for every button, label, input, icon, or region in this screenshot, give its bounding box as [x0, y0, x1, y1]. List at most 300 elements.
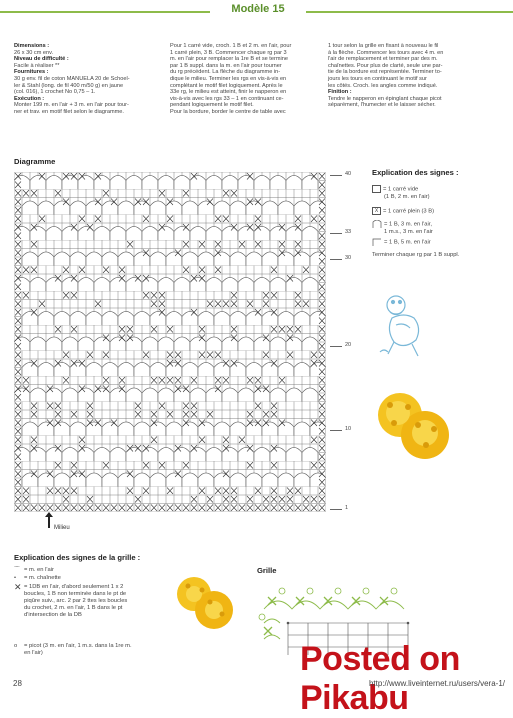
arch-stitch — [286, 337, 302, 351]
filled-square — [199, 352, 205, 359]
filled-square — [319, 496, 325, 503]
arch-stitch — [46, 175, 62, 189]
arch-stitch — [126, 447, 142, 461]
arch-stitch — [246, 201, 262, 215]
filled-square — [55, 488, 61, 495]
arch-stitch — [206, 277, 222, 291]
arch-stitch — [110, 337, 126, 351]
filled-square — [87, 411, 93, 418]
arch-stitch — [246, 473, 262, 487]
arch-stitch — [94, 337, 110, 351]
filled-square — [71, 505, 77, 512]
flower-illustration — [370, 385, 462, 467]
execution-line: Monter 199 m. en l'air + 3 m. en l'air pour tour- — [14, 102, 129, 109]
filled-square — [279, 505, 285, 512]
grid-sign-db: ✕ = 1DB en l'air, d'abord seulement 1 x 2 boucles, 1 B non terminée dans le pt de piqûre suiv., arc. 2 par 2 ttes les boucles du crochet, 2 m. en l'air, 1 B dans le pt d'intersection de la DB — [14, 582, 128, 618]
filled-square — [319, 182, 325, 189]
page-number: 28 — [13, 679, 22, 688]
arch-stitch — [14, 175, 30, 189]
text-line: 1 tour selon la grille en fixant à nouveau le fil — [328, 43, 439, 49]
filled-square — [231, 326, 237, 333]
arch-stitch — [166, 473, 182, 487]
arch-stitch — [286, 175, 302, 189]
filled-square — [127, 488, 133, 495]
arch-stitch — [214, 252, 230, 266]
arch-stitch — [126, 388, 142, 402]
arch-stitch — [86, 201, 102, 215]
filled-square — [231, 496, 237, 503]
filled-square — [223, 505, 229, 512]
filled-square — [271, 326, 277, 333]
filled-square — [247, 411, 253, 418]
filled-square — [39, 216, 45, 223]
filled-square — [207, 505, 213, 512]
arch-stitch — [174, 175, 190, 189]
filled-square — [95, 505, 101, 512]
filled-square — [319, 326, 325, 333]
filled-square — [319, 377, 325, 384]
arch-stitch — [214, 473, 230, 487]
arch-stitch — [278, 422, 294, 436]
filled-square — [23, 190, 29, 197]
filled-square — [79, 505, 85, 512]
filled-square — [287, 326, 293, 333]
arch-stitch — [158, 175, 174, 189]
filled-square — [167, 505, 173, 512]
filled-square — [167, 326, 173, 333]
filled-square — [151, 301, 157, 308]
filled-square — [119, 326, 125, 333]
arch-stitch — [166, 422, 182, 436]
filled-square — [15, 326, 21, 333]
filled-square — [103, 377, 109, 384]
filled-square — [15, 479, 21, 486]
filled-square — [199, 437, 205, 444]
arch-stitch — [22, 362, 38, 376]
arch-stitch — [150, 473, 166, 487]
filled-square — [199, 488, 205, 495]
arch-stitch — [190, 337, 206, 351]
filled-square — [279, 326, 285, 333]
source-url[interactable]: http://www.liveinternet.ru/users/vera-1/ — [368, 679, 505, 688]
arch-stitch — [54, 311, 70, 325]
arch-stitch — [190, 447, 206, 461]
filled-square — [143, 352, 149, 359]
filled-square — [127, 505, 133, 512]
arch-stitch — [142, 277, 158, 291]
arch-stitch — [30, 337, 46, 351]
filled-square — [87, 403, 93, 410]
arch-stitch — [54, 473, 70, 487]
filled-square — [239, 505, 245, 512]
filled-square — [287, 352, 293, 359]
arch-stitch — [270, 226, 286, 240]
arch-stitch — [270, 175, 286, 189]
cross-stitch-icon: ✕ — [14, 582, 22, 592]
filled-square — [271, 488, 277, 495]
filled-square — [15, 377, 21, 384]
arch-stitch — [14, 388, 30, 402]
filled-square — [183, 241, 189, 248]
row-label-20: 20 — [345, 342, 352, 348]
filled-square — [223, 496, 229, 503]
filled-square — [143, 292, 149, 299]
arch-stitch — [102, 252, 118, 266]
arch-stitch — [278, 362, 294, 376]
filled-square — [311, 496, 317, 503]
arch-stitch — [166, 201, 182, 215]
arch-stitch — [118, 422, 134, 436]
arch-stitch — [62, 388, 78, 402]
filled-square — [31, 411, 37, 418]
filled-square — [191, 505, 197, 512]
arch-stitch — [246, 362, 262, 376]
filled-square — [255, 216, 261, 223]
arch-stitch — [110, 277, 126, 291]
filled-square — [159, 403, 165, 410]
filled-square — [31, 267, 37, 274]
arch-stitch — [150, 362, 166, 376]
filled-square — [255, 403, 261, 410]
filled-square — [15, 301, 21, 308]
filled-square — [247, 377, 253, 384]
milieu-arrow-icon — [45, 512, 53, 528]
arch-stitch — [182, 252, 198, 266]
arch-stitch — [110, 447, 126, 461]
filled-square — [263, 292, 269, 299]
filled-square — [319, 437, 325, 444]
arch-stitch — [310, 252, 326, 266]
arch-stitch — [246, 252, 262, 266]
filled-square — [175, 377, 181, 384]
sign-empty-square: = 1 carré vide (1 B, 2 m. en l'air) — [372, 185, 430, 201]
arch-stitch — [214, 362, 230, 376]
filled-square — [23, 505, 29, 512]
arch-stitch — [78, 447, 94, 461]
arch-stitch — [246, 311, 262, 325]
filled-square — [311, 352, 317, 359]
filled-square — [183, 462, 189, 469]
filled-square — [319, 275, 325, 282]
filled-square — [63, 488, 69, 495]
row-label-1: 1 — [345, 505, 349, 511]
arch-stitch — [126, 277, 142, 291]
row-label-10: 10 — [345, 426, 352, 432]
filled-square — [159, 292, 165, 299]
arch-stitch — [54, 201, 70, 215]
filled-square — [87, 505, 93, 512]
arch-stitch — [70, 311, 86, 325]
filled-square — [255, 241, 261, 248]
arch-stitch — [158, 447, 174, 461]
filled-square — [151, 505, 157, 512]
arch-stitch — [102, 473, 118, 487]
text-line: par 1 B suppl. dans la m. en l'air pour tourner — [170, 62, 282, 69]
arch-stitch — [30, 277, 46, 291]
filet-diagram — [14, 172, 326, 512]
filled-square — [207, 301, 213, 308]
filled-square — [15, 488, 21, 495]
arch-stitch — [262, 422, 278, 436]
arch-stitch — [78, 175, 94, 189]
arch-stitch — [134, 252, 150, 266]
arch-stitch — [222, 277, 238, 291]
filled-square — [247, 496, 253, 503]
filled-square — [55, 505, 61, 512]
filled-square — [223, 437, 229, 444]
row-tick — [330, 259, 342, 260]
filled-square — [231, 190, 237, 197]
instructions-column — [170, 43, 330, 116]
filled-square — [103, 352, 109, 359]
filled-square — [15, 505, 21, 512]
filled-square — [119, 505, 125, 512]
arch-stitch — [62, 447, 78, 461]
filled-square — [95, 301, 101, 308]
dimensions-title: Dimensions : — [14, 43, 50, 49]
filled-square — [263, 411, 269, 418]
arch-stitch — [262, 362, 278, 376]
arch-stitch — [230, 201, 246, 215]
finition-title: Finition : — [328, 89, 352, 96]
arch-stitch — [118, 311, 134, 325]
filled-square — [31, 505, 37, 512]
arch-stitch — [302, 388, 318, 402]
filled-square — [15, 250, 21, 257]
filled-square — [63, 496, 69, 503]
arch-stitch — [174, 337, 190, 351]
filled-square — [247, 505, 253, 512]
filled-square — [55, 326, 61, 333]
filled-square — [303, 301, 309, 308]
filled-square — [151, 377, 157, 384]
filled-square — [319, 173, 325, 180]
arch-stitch — [118, 473, 134, 487]
arch-stitch — [46, 277, 62, 291]
arch-stitch — [270, 277, 286, 291]
page-title: Modèle 15 — [231, 3, 285, 15]
arch-stitch — [22, 422, 38, 436]
arch-stitch — [230, 311, 246, 325]
picot-icon: ο — [14, 643, 18, 649]
arch-stitch — [110, 226, 126, 240]
signs-title: Explication des signes : — [372, 168, 459, 177]
filled-square — [15, 199, 21, 206]
arch-stitch — [118, 201, 134, 215]
filled-square — [159, 505, 165, 512]
row-tick — [330, 346, 342, 347]
arch-stitch — [118, 362, 134, 376]
filled-square — [31, 241, 37, 248]
filled-square — [167, 488, 173, 495]
text-line: l'air de remplacement et terminer par des m. — [328, 56, 438, 63]
filled-square — [215, 301, 221, 308]
arch-stitch — [46, 447, 62, 461]
milieu-label: Milieu — [54, 525, 70, 531]
arch-stitch — [54, 362, 70, 376]
text-line: 33e rg, le milieu est atteint, finir le napperon en — [170, 89, 287, 96]
filled-square — [271, 292, 277, 299]
difficulty-value: Facile à réaliser ** — [14, 62, 60, 69]
filled-square — [151, 437, 157, 444]
arch-stitch — [238, 175, 254, 189]
arch-stitch — [198, 362, 214, 376]
filled-square — [15, 190, 21, 197]
filled-square — [263, 496, 269, 503]
arch-stitch — [118, 252, 134, 266]
arch-stitch — [94, 388, 110, 402]
filled-square — [143, 488, 149, 495]
arch-stitch — [286, 277, 302, 291]
text-line: dique le milieu. Terminer les rgs en vis-à-vis en — [170, 75, 287, 82]
arch-icon — [372, 220, 382, 228]
arch-stitch — [254, 388, 270, 402]
arch-stitch — [46, 226, 62, 240]
arch-stitch — [150, 252, 166, 266]
arch-stitch — [70, 473, 86, 487]
filled-square — [119, 377, 125, 384]
arch-stitch — [182, 201, 198, 215]
filled-square — [47, 505, 53, 512]
intro-column — [14, 43, 164, 116]
arch-stitch — [214, 422, 230, 436]
arch-stitch — [150, 311, 166, 325]
filled-square — [191, 411, 197, 418]
filled-square — [295, 216, 301, 223]
filled-square — [31, 437, 37, 444]
signs-note: Terminer chaque rg par 1 B suppl. — [372, 252, 460, 258]
arch-stitch — [302, 447, 318, 461]
filled-square — [31, 403, 37, 410]
arch-stitch — [174, 277, 190, 291]
filled-square — [319, 403, 325, 410]
arch-stitch — [86, 311, 102, 325]
arch-stitch — [22, 311, 38, 325]
arch-stitch — [38, 422, 54, 436]
filled-square — [199, 267, 205, 274]
text-line: séparément, l'humecter et le laisser sécher. — [328, 102, 436, 109]
filled-square — [311, 505, 317, 512]
filled-square — [15, 292, 21, 299]
arch-stitch — [126, 226, 142, 240]
filled-square — [15, 352, 21, 359]
filled-square — [71, 411, 77, 418]
filled-square — [231, 505, 237, 512]
arch-stitch — [14, 226, 30, 240]
arch-stitch — [86, 422, 102, 436]
arch-stitch — [94, 277, 110, 291]
filled-square — [319, 454, 325, 461]
filled-square — [215, 505, 221, 512]
arch-stitch — [246, 422, 262, 436]
arch-stitch — [294, 362, 310, 376]
filled-square — [303, 267, 309, 274]
filled-square — [319, 445, 325, 452]
arch-stitch — [174, 447, 190, 461]
arch-stitch — [310, 362, 326, 376]
arch-stitch — [14, 447, 30, 461]
row-label-30: 30 — [345, 255, 352, 261]
filled-square — [231, 292, 237, 299]
arch-stitch — [190, 388, 206, 402]
filled-square — [255, 377, 261, 384]
filled-square — [159, 190, 165, 197]
text-line: Tendre le napperon en épinglant chaque picot — [328, 95, 442, 102]
filled-square — [103, 462, 109, 469]
arch-stitch — [174, 226, 190, 240]
filled-square — [15, 420, 21, 427]
filled-square — [295, 488, 301, 495]
arch-stitch — [206, 175, 222, 189]
arch-stitch — [278, 201, 294, 215]
row-tick — [330, 175, 342, 176]
arch-stitch — [110, 388, 126, 402]
text-line: du rg précédent. La flèche du diagramme in- — [170, 69, 281, 76]
text-line: m. en l'air pour remplacer la 1re B et se termine — [170, 56, 288, 63]
filled-square — [15, 309, 21, 316]
arch-stitch — [134, 311, 150, 325]
arch-stitch — [238, 226, 254, 240]
filled-square — [79, 437, 85, 444]
arch-stitch — [230, 422, 246, 436]
arch-stitch — [158, 226, 174, 240]
filled-square — [15, 411, 21, 418]
arch-stitch — [22, 201, 38, 215]
filled-square — [159, 462, 165, 469]
arch-stitch — [142, 226, 158, 240]
arch-stitch — [262, 473, 278, 487]
filled-square — [119, 267, 125, 274]
filled-square — [23, 496, 29, 503]
text-line: Pour la bordure, border le centre de table avec — [170, 108, 286, 115]
filled-square — [215, 488, 221, 495]
filled-square — [23, 488, 29, 495]
arch-stitch — [294, 201, 310, 215]
filled-square — [319, 224, 325, 231]
filled-square — [15, 462, 21, 469]
border-column — [328, 43, 508, 109]
filled-square — [39, 301, 45, 308]
filled-square — [247, 301, 253, 308]
arch-stitch — [22, 252, 38, 266]
filled-square — [55, 462, 61, 469]
filled-square — [79, 216, 85, 223]
filled-square — [263, 301, 269, 308]
arch-stitch — [254, 175, 270, 189]
arch-stitch — [182, 422, 198, 436]
filled-square — [271, 267, 277, 274]
arch-stitch — [166, 311, 182, 325]
arch-stitch — [30, 388, 46, 402]
filled-square — [319, 241, 325, 248]
supplies-line: (col. 016), 1 crochet No 0,75 – 1. — [14, 89, 96, 96]
arch-stitch — [102, 201, 118, 215]
filled-square — [215, 267, 221, 274]
filled-square — [15, 496, 21, 503]
filled-square — [143, 216, 149, 223]
arch-stitch — [94, 175, 110, 189]
arch-stitch — [214, 201, 230, 215]
filled-square — [175, 505, 181, 512]
arch-stitch — [286, 226, 302, 240]
filled-square — [183, 403, 189, 410]
filled-square — [271, 462, 277, 469]
header-rule-right — [306, 11, 513, 13]
arch-stitch — [158, 277, 174, 291]
filled-square — [111, 505, 117, 512]
filled-square — [207, 352, 213, 359]
filled-square — [31, 190, 37, 197]
